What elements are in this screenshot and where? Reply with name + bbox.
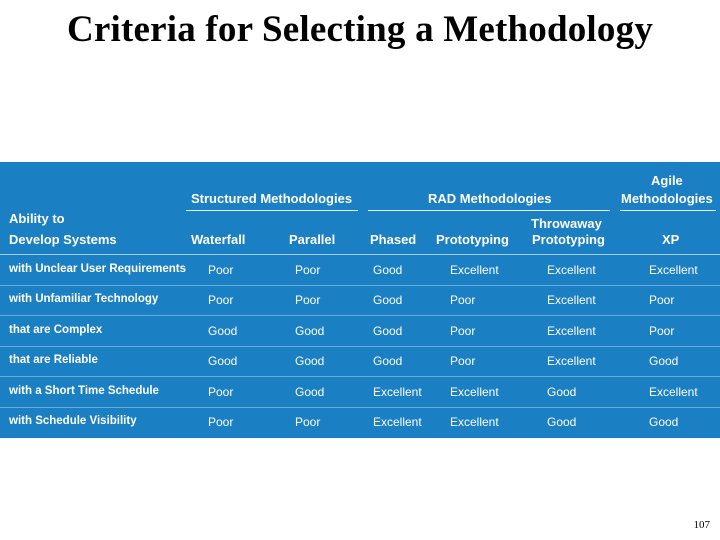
cell-phased: Good [373,324,403,338]
cell-phased: Good [373,293,403,307]
row-separator [0,285,720,286]
cell-throwaway-prototyping: Excellent [547,293,596,307]
cell-throwaway-prototyping: Good [547,385,577,399]
row-label: that are Reliable [9,354,98,366]
group-divider-agile [620,210,716,211]
cell-xp: Good [649,415,679,429]
corner-label-line1: Ability to [9,211,65,226]
row-label: with a Short Time Schedule [9,385,159,397]
row-label: with Unfamiliar Technology [9,293,159,305]
column-header-xp: XP [662,232,680,247]
cell-prototyping: Excellent [450,415,499,429]
cell-xp: Good [649,354,679,368]
cell-throwaway-prototyping: Excellent [547,354,596,368]
cell-prototyping: Excellent [450,263,499,277]
cell-xp: Poor [649,324,675,338]
cell-phased: Excellent [373,385,422,399]
cell-waterfall: Poor [208,263,234,277]
cell-waterfall: Poor [208,385,234,399]
group-header-structured: Structured Methodologies [191,191,353,206]
row-separator [0,376,720,377]
page-number: 107 [693,519,710,531]
group-header-agile-line1: Agile [651,173,683,188]
cell-waterfall: Poor [208,415,234,429]
cell-throwaway-prototyping: Good [547,415,577,429]
cell-xp: Excellent [649,263,698,277]
cell-prototyping: Poor [450,324,476,338]
column-header-phased: Phased [370,232,417,247]
row-separator [0,407,720,408]
row-label: with Unclear User Requirements [9,263,187,275]
slide-title: Criteria for Selecting a Methodology [66,9,654,50]
cell-throwaway-prototyping: Excellent [547,263,596,277]
column-header-prototyping: Prototyping [436,232,509,247]
cell-prototyping: Excellent [450,385,499,399]
cell-phased: Excellent [373,415,422,429]
cell-phased: Good [373,354,403,368]
cell-waterfall: Good [208,324,238,338]
cell-parallel: Poor [295,415,321,429]
row-label: with Schedule Visibility [9,415,137,427]
row-separator [0,315,720,316]
cell-parallel: Poor [295,293,321,307]
row-label: that are Complex [9,324,103,336]
group-divider-structured [186,210,358,211]
column-header-throwaway-line1: Throwaway [531,216,602,231]
cell-prototyping: Poor [450,354,476,368]
column-header-throwaway-line2: Prototyping [532,232,605,247]
cell-prototyping: Poor [450,293,476,307]
cell-parallel: Good [295,354,325,368]
group-header-agile-line2: Methodologies [621,191,713,206]
cell-parallel: Good [295,324,325,338]
methodology-criteria-table [0,162,720,438]
cell-throwaway-prototyping: Excellent [547,324,596,338]
cell-waterfall: Poor [208,293,234,307]
group-header-rad: RAD Methodologies [428,191,552,206]
cell-phased: Good [373,263,403,277]
corner-label-line2: Develop Systems [9,232,117,247]
cell-parallel: Good [295,385,325,399]
cell-parallel: Poor [295,263,321,277]
cell-xp: Poor [649,293,675,307]
cell-waterfall: Good [208,354,238,368]
column-header-parallel: Parallel [289,232,336,247]
cell-xp: Excellent [649,385,698,399]
header-separator [0,254,720,255]
group-divider-rad [368,210,610,211]
row-separator [0,346,720,347]
column-header-waterfall: Waterfall [191,232,246,247]
